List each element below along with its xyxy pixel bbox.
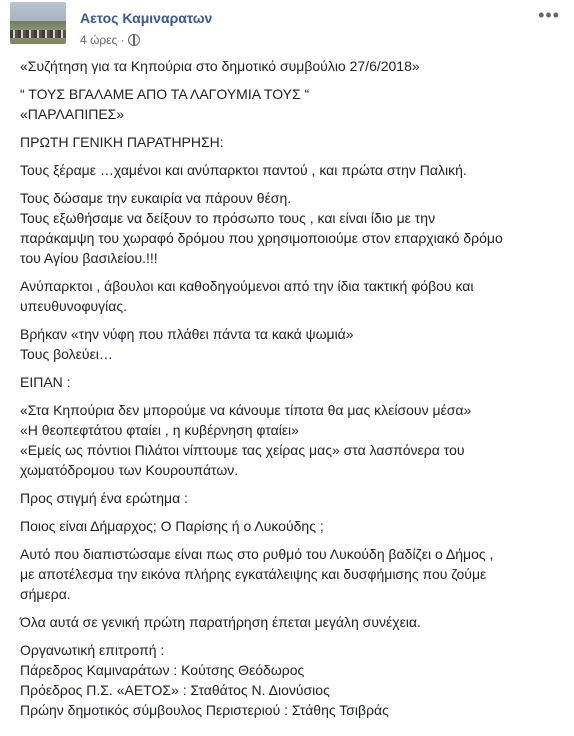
post-paragraph — [20, 56, 565, 76]
post-text-line: Πρόεδρος Π.Σ. «ΑΕΤΟΣ» : Σταθάτος Ν. Διονύσιος — [20, 682, 330, 698]
post-paragraph — [20, 488, 565, 508]
post-text-line: παράκαμψη του χωραφό δρόμου που χρησιμοποιούμε στον επαρχιακό δρόμο — [20, 230, 503, 246]
post-paragraph — [20, 84, 565, 124]
post-text-line: «Εμείς ως πόντιοι Πιλάτοι νίπτουμε τας χείρας μας» στα λασπόνερα του — [20, 442, 465, 458]
post-meta — [80, 33, 140, 47]
globe-icon — [128, 34, 140, 46]
post-time[interactable]: 4 ώρες · — [80, 33, 125, 47]
post-text-line: Αυτό που διαπιστώσαμε είναι πως στο ρυθμό του Λυκούδη βαδίζει ο Δήμος , — [20, 546, 494, 562]
post-text-line: με αποτέλεσμα την εικόνα πλήρης εγκατάλειψης και δυσφήμισης που ζούμε — [20, 566, 487, 582]
more-options-icon[interactable]: ••• — [538, 5, 560, 25]
post-paragraph — [20, 400, 565, 480]
post-text-line: χωματόδρομου των Κουρουπάτων. — [20, 462, 239, 478]
post-paragraph — [20, 160, 565, 180]
post-paragraph — [20, 188, 565, 268]
avatar-crowd-image — [10, 30, 66, 38]
post-text-line: «Στα Κηπούρια δεν μπορούμε να κάνουμε τίποτα θα μας κλείσουν μέσα» — [20, 402, 472, 418]
post-text-line: Ποιος είναι Δήμαρχος; Ο Παρίσης ή ο Λυκούδης ; — [20, 518, 324, 534]
post-text-line: Τους ξέραμε …χαμένοι και ανύπαρκτοι παντού , και πρώτα στην Παλική. — [20, 162, 467, 178]
post-text-line: Τους δώσαμε την ευκαιρία να πάρουν θέση. — [20, 190, 292, 206]
post-paragraph — [20, 372, 565, 392]
post-text-line: «ΠΑΡΛΑΠΙΠΕΣ» — [20, 106, 125, 122]
post-text-line: Προς στιγμή ένα ερώτημα : — [20, 490, 188, 506]
post-text-line: Πρώην δημοτικός σύμβουλος Περιστεριού : Στάθης Τσιβράς — [20, 702, 389, 718]
page-avatar[interactable] — [10, 2, 66, 44]
post-header — [10, 2, 564, 52]
post-text-line: Τους βολεύει… — [20, 346, 113, 362]
post-text-line: «Η θεοπεφτάτου φταίει , η κυβέρνηση φταίει» — [20, 422, 299, 438]
post-text-line: Οργανωτική επιτροπή : — [20, 642, 165, 658]
page-name-link[interactable]: Αετος Καμιναρατων — [80, 10, 213, 26]
post-text-line: Τους εξωθήσαμε να δείξουν το πρόσωπο τους , και είναι ίδιο με την — [20, 210, 436, 226]
post-text-line: «Συζήτηση για τα Κηπούρια στο δημοτικό συμβούλιο 27/6/2018» — [20, 58, 420, 74]
post-paragraph — [20, 544, 565, 604]
post-text-line: Βρήκαν «την νύφη που πλάθει πάντα τα κακά ψωμιά» — [20, 326, 354, 342]
post-text-line: Ανύπαρκτοι , άβουλοι και καθοδηγούμενοι από την ίδια τακτική φόβου και — [20, 278, 474, 294]
post-text-line: ΠΡΩΤΗ ΓΕΝΙΚΗ ΠΑΡΑΤΗΡΗΣΗ: — [20, 134, 224, 150]
post-text-line: σήμερα. — [20, 586, 71, 602]
post-text-line: Πάρεδρος Καμιναράτων : Κούτσης Θεόδωρος — [20, 662, 305, 678]
post-body — [20, 56, 565, 728]
post-paragraph — [20, 516, 565, 536]
post-text-line: Όλα αυτά σε γενική πρώτη παρατήρηση έπεται μεγάλη συνέχεια. — [20, 614, 421, 630]
post-paragraph — [20, 132, 565, 152]
post-paragraph — [20, 276, 565, 316]
post-text-line: υπευθυνοφυγίας. — [20, 298, 128, 314]
post-paragraph — [20, 612, 565, 632]
post-text-line: “ ΤΟΥΣ ΒΓΑΛΑΜΕ ΑΠΟ ΤΑ ΛΑΓΟΥΜΙΑ ΤΟΥΣ “ — [20, 86, 310, 102]
post-paragraph — [20, 640, 565, 720]
post-text-line: ΕΙΠΑΝ : — [20, 374, 71, 390]
post-text-line: του Αγίου βασιλείου.!!! — [20, 250, 158, 266]
post-paragraph — [20, 324, 565, 364]
